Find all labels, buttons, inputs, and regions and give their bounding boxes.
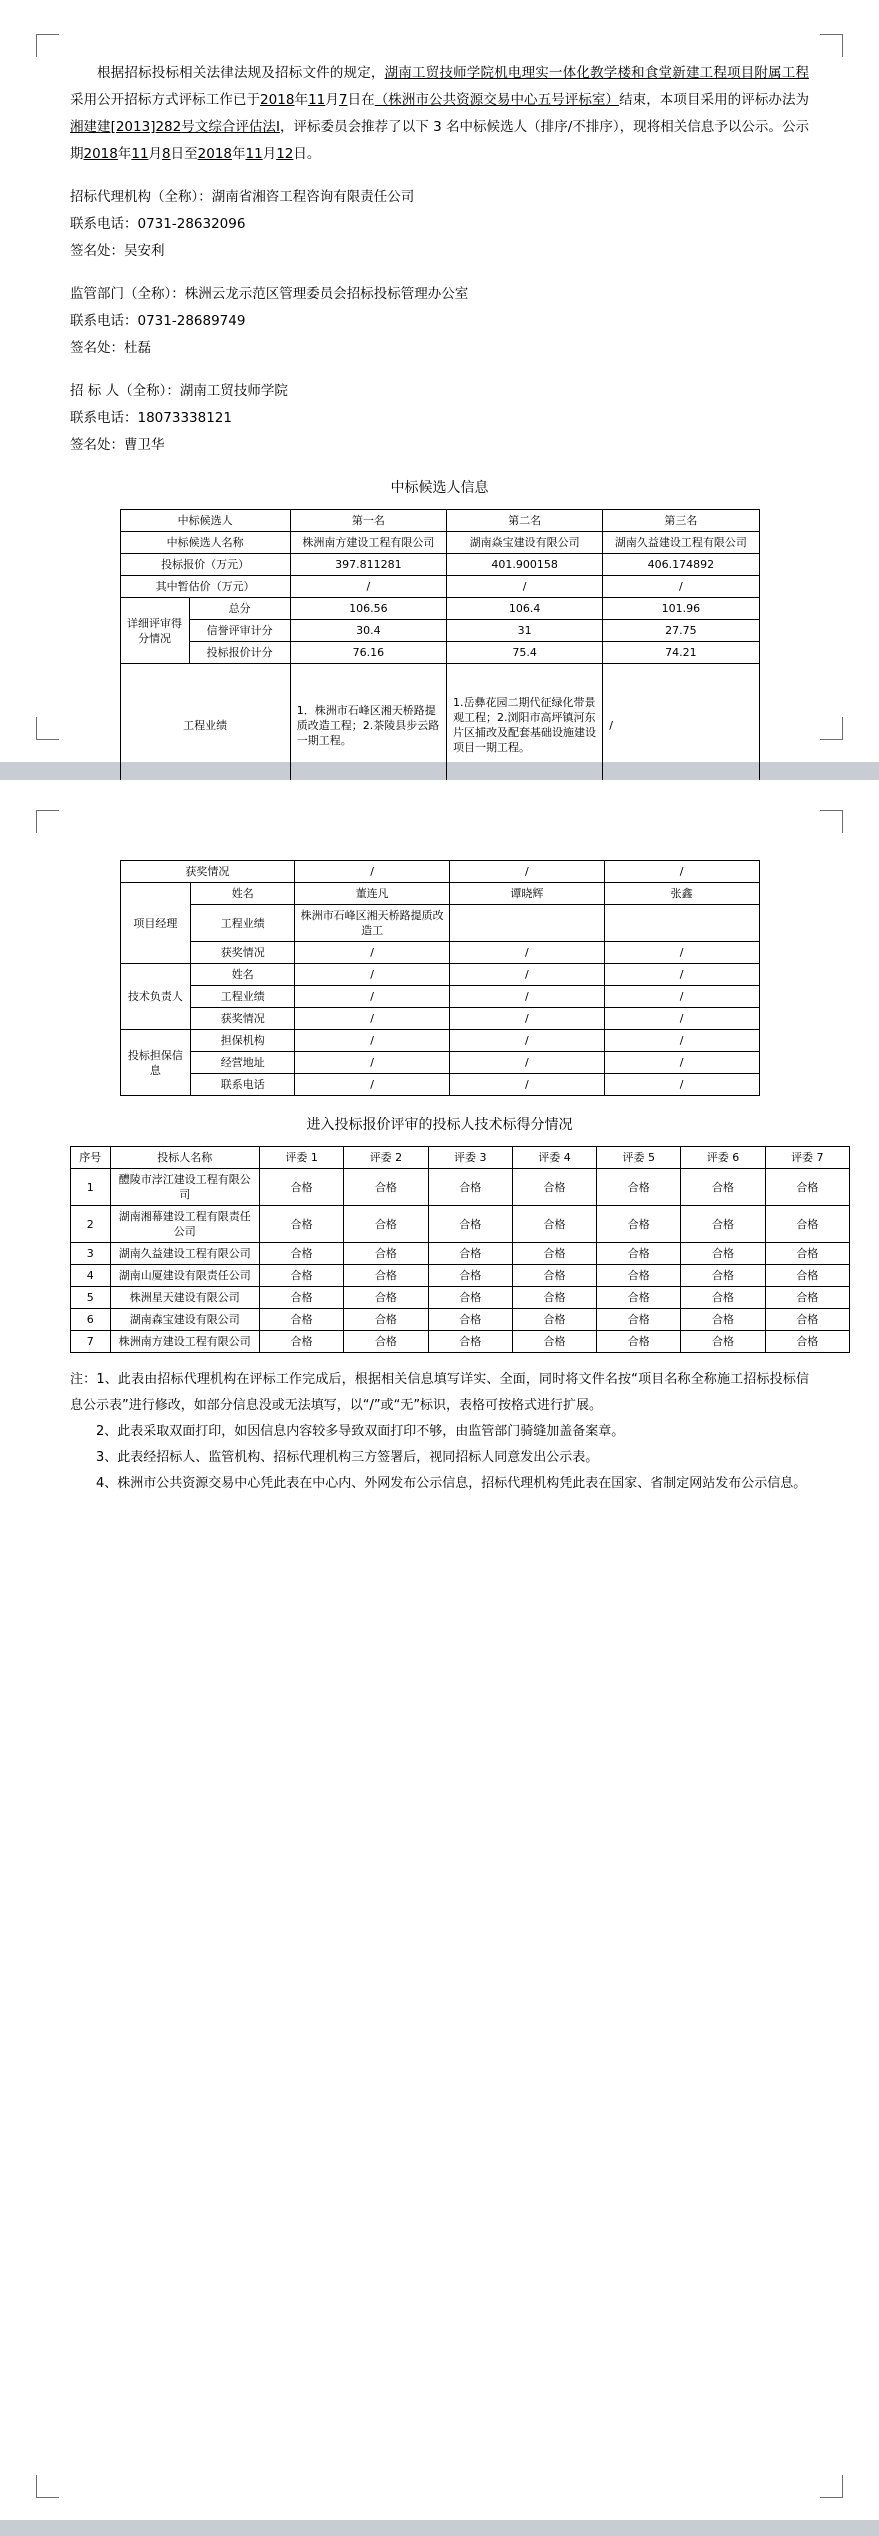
tenderee-sign-label: 签名处： — [70, 437, 124, 453]
row-value: / — [604, 942, 759, 964]
score-value: 合格 — [344, 1169, 428, 1206]
row-label: 工程业绩 — [120, 664, 290, 787]
row-value: / — [604, 964, 759, 986]
agency-name-line — [70, 184, 809, 211]
row-group-label: 项目经理 — [120, 883, 191, 964]
table-row — [120, 576, 759, 598]
table-header-row — [120, 510, 759, 532]
supervisor-sign-label: 签名处： — [70, 340, 124, 356]
table-row — [71, 1169, 850, 1206]
header-cell: 评委 1 — [260, 1147, 344, 1169]
score-value: 合格 — [597, 1331, 681, 1353]
intro-seg-6: 11 — [308, 92, 326, 108]
intro-seg-18: 月 — [148, 146, 163, 162]
row-label: 联系电话 — [191, 1074, 295, 1096]
row-index: 4 — [71, 1265, 111, 1287]
score-value: 合格 — [344, 1309, 428, 1331]
intro-seg-8: 7 — [338, 92, 348, 108]
supervisor-name-label: 监管部门（全称）： — [70, 286, 185, 302]
score-value: 合格 — [681, 1169, 765, 1206]
table-row — [120, 986, 759, 1008]
tenderee-sign-value: 曹卫华 — [124, 437, 165, 453]
tenderee-phone-label: 联系电话： — [70, 410, 138, 426]
header-cell: 投标人名称 — [110, 1147, 259, 1169]
score-value: 合格 — [765, 1243, 849, 1265]
score-value: 合格 — [597, 1265, 681, 1287]
intro-seg-16: 年 — [117, 146, 132, 162]
row-value: 1.岳彝花园二期代征绿化带景观工程；2.浏阳市高坪镇河东片区捕改及配套基础设施建设项目一期工程。 — [446, 664, 602, 787]
row-label: 工程业绩 — [191, 986, 295, 1008]
score-value: 合格 — [681, 1265, 765, 1287]
score-value: 合格 — [260, 1331, 344, 1353]
row-value: 76.16 — [290, 642, 446, 664]
header-cell: 评委 2 — [344, 1147, 428, 1169]
crop-mark-top-right — [820, 34, 843, 57]
row-value: 30.4 — [290, 620, 446, 642]
row-value: / — [449, 1030, 604, 1052]
agency-sign-label: 签名处： — [70, 243, 124, 259]
table-row — [120, 532, 759, 554]
row-value: / — [295, 861, 450, 883]
row-value: 董连凡 — [295, 883, 450, 905]
row-value: / — [446, 576, 602, 598]
score-value: 合格 — [597, 1243, 681, 1265]
row-value: / — [295, 964, 450, 986]
row-label: 投标报价（万元） — [120, 554, 290, 576]
supervisor-name-value: 株洲云龙示范区管理委员会招标投标管理办公室 — [184, 286, 469, 302]
technical-score-table — [70, 1146, 850, 1353]
row-value: 406.174892 — [603, 554, 759, 576]
score-value: 合格 — [344, 1265, 428, 1287]
score-value: 合格 — [597, 1309, 681, 1331]
supervisor-phone-value: 0731-28689749 — [137, 313, 246, 329]
row-value: 74.21 — [603, 642, 759, 664]
header-cell: 评委 3 — [428, 1147, 512, 1169]
row-group-label: 技术负责人 — [120, 964, 191, 1030]
row-index: 6 — [71, 1309, 111, 1331]
score-value: 合格 — [512, 1265, 596, 1287]
intro-seg-20: 日至 — [170, 146, 198, 162]
intro-seg-9: 日在 — [347, 92, 375, 108]
row-label: 工程业绩 — [191, 905, 295, 942]
notes-block — [70, 1367, 809, 1497]
table3-title: 进入投标报价评审的投标人技术标得分情况 — [306, 1117, 573, 1133]
intro-seg-24: 月 — [262, 146, 277, 162]
row-value: / — [604, 1008, 759, 1030]
row-value: / — [604, 861, 759, 883]
row-label: 获奖情况 — [191, 942, 295, 964]
header-cell: 序号 — [71, 1147, 111, 1169]
row-value: 1．株洲市石峰区湘天桥路提质改造工程；2.茶陵县步云路一期工程。 — [290, 664, 446, 787]
table-row — [120, 942, 759, 964]
row-label: 投标报价计分 — [189, 642, 290, 664]
crop-mark-top-left-2 — [36, 810, 59, 833]
score-value: 合格 — [597, 1206, 681, 1243]
crop-mark-bottom-left — [36, 717, 59, 740]
table-row — [120, 598, 759, 620]
score-value: 合格 — [765, 1309, 849, 1331]
row-label: 担保机构 — [191, 1030, 295, 1052]
table-row — [120, 1074, 759, 1096]
bidder-name: 湖南久益建设工程有限公司 — [110, 1243, 259, 1265]
header-cell: 第二名 — [446, 510, 602, 532]
supervisor-phone-line — [70, 308, 809, 335]
row-value: 株洲市石峰区湘天桥路提质改造工 — [295, 905, 450, 942]
table-row — [71, 1331, 850, 1353]
intro-seg-11: 结束，本项目采用的评标办法为 — [619, 92, 810, 108]
supervisor-sign-line — [70, 335, 809, 362]
tenderee-name-line — [70, 378, 809, 405]
row-label: 姓名 — [191, 883, 295, 905]
agency-sign-line — [70, 238, 809, 265]
table-row — [71, 1243, 850, 1265]
table-row — [120, 883, 759, 905]
score-value: 合格 — [260, 1243, 344, 1265]
intro-seg-5: 年 — [294, 92, 309, 108]
intro-seg-22: 年 — [232, 146, 246, 162]
row-value: / — [604, 1052, 759, 1074]
row-index: 3 — [71, 1243, 111, 1265]
bidder-name: 株洲南方建设工程有限公司 — [110, 1331, 259, 1353]
agency-sign-value: 吴安利 — [124, 243, 165, 259]
intro-paragraph — [70, 60, 809, 168]
table1-title: 中标候选人信息 — [390, 480, 489, 496]
row-label: 其中暂估价（万元） — [120, 576, 290, 598]
note-2: 2、此表采取双面打印，如因信息内容较多导致双面打印不够，由监管部门骑缝加盖备案章。 — [96, 1424, 625, 1439]
table-row — [71, 1309, 850, 1331]
row-value: 27.75 — [603, 620, 759, 642]
document-page-1 — [0, 0, 879, 762]
note-4: 4、株洲市公共资源交易中心凭此表在中心内、外网发布公示信息，招标代理机构凭此表在国家、省制定网站发布公示信息。 — [96, 1476, 807, 1491]
row-value: 75.4 — [446, 642, 602, 664]
score-value: 合格 — [344, 1287, 428, 1309]
table-row — [71, 1265, 850, 1287]
row-value: / — [604, 1074, 759, 1096]
score-value: 合格 — [428, 1265, 512, 1287]
row-value: / — [449, 1052, 604, 1074]
header-cell: 第三名 — [603, 510, 759, 532]
supervisor-phone-label: 联系电话： — [70, 313, 138, 329]
header-cell: 评委 5 — [597, 1147, 681, 1169]
table-row — [120, 664, 759, 787]
score-value: 合格 — [681, 1309, 765, 1331]
tenderee-sign-line — [70, 432, 809, 459]
score-value: 合格 — [428, 1309, 512, 1331]
row-value: 湖南焱宝建设有限公司 — [446, 532, 602, 554]
table-header-row — [71, 1147, 850, 1169]
row-index: 1 — [71, 1169, 111, 1206]
intro-seg-12: 湘建建[2013]282 — [70, 119, 182, 135]
row-group-label: 详细评审得分情况 — [120, 598, 189, 664]
row-value: / — [290, 576, 446, 598]
row-value: / — [449, 861, 604, 883]
score-value: 合格 — [681, 1331, 765, 1353]
score-value: 合格 — [765, 1287, 849, 1309]
row-group-label: 投标担保信息 — [120, 1030, 191, 1096]
supervisor-name-line — [70, 281, 809, 308]
score-value: 合格 — [428, 1331, 512, 1353]
score-value: 合格 — [512, 1287, 596, 1309]
agency-phone-value: 0731-28632096 — [137, 216, 246, 232]
table-row — [71, 1206, 850, 1243]
crop-mark-bottom-left-2 — [36, 2475, 59, 2498]
row-value: 106.56 — [290, 598, 446, 620]
intro-seg-14: ，评标委员会推荐了以下 3 名中标候选人（排序/不排序），现将相关信息予以公示。公示期 — [70, 119, 809, 162]
row-value: / — [295, 986, 450, 1008]
row-value: / — [603, 664, 759, 787]
row-value: / — [295, 942, 450, 964]
score-value: 合格 — [765, 1206, 849, 1243]
crop-mark-top-right-2 — [820, 810, 843, 833]
row-label: 获奖情况 — [191, 1008, 295, 1030]
row-index: 5 — [71, 1287, 111, 1309]
bidder-name: 醴陵市浡江建设工程有限公司 — [110, 1169, 259, 1206]
tenderee-block — [70, 378, 809, 459]
header-cell: 评委 7 — [765, 1147, 849, 1169]
agency-block — [70, 184, 809, 265]
intro-seg-2: 学楼和食堂新建工程项目附属工程 — [603, 65, 810, 81]
bidder-name: 湖南湘幕建设工程有限责任公司 — [110, 1206, 259, 1243]
intro-seg-17: 11 — [131, 146, 149, 162]
score-value: 合格 — [512, 1243, 596, 1265]
crop-mark-bottom-right — [820, 717, 843, 740]
score-value: 合格 — [512, 1169, 596, 1206]
score-value: 合格 — [681, 1287, 765, 1309]
row-value — [449, 905, 604, 942]
note-3: 3、此表经招标人、监管机构、招标代理机构三方签署后，视同招标人同意发出公示表。 — [96, 1450, 599, 1465]
score-value: 合格 — [597, 1287, 681, 1309]
intro-seg-4: 2018 — [260, 92, 295, 108]
score-value: 合格 — [344, 1331, 428, 1353]
row-value: 397.811281 — [290, 554, 446, 576]
intro-seg-10: （株洲市公共资源交易中心五号评标室） — [374, 92, 620, 108]
intro-seg-23: 11 — [245, 146, 263, 162]
intro-seg-25: 12 — [276, 146, 294, 162]
intro-seg-19: 8 — [162, 146, 171, 162]
score-value: 合格 — [765, 1169, 849, 1206]
row-value: / — [295, 1030, 450, 1052]
row-value — [604, 905, 759, 942]
row-value: 湖南久益建设工程有限公司 — [603, 532, 759, 554]
bidder-name: 株洲星天建设有限公司 — [110, 1287, 259, 1309]
score-value: 合格 — [765, 1265, 849, 1287]
row-index: 7 — [71, 1331, 111, 1353]
tenderee-phone-line — [70, 405, 809, 432]
row-value: / — [449, 1074, 604, 1096]
intro-seg-3: 采用公开招标方式评标工作已于 — [70, 92, 261, 108]
table-row — [120, 620, 759, 642]
tenderee-phone-value: 18073338121 — [137, 410, 232, 426]
score-value: 合格 — [428, 1206, 512, 1243]
score-value: 合格 — [512, 1309, 596, 1331]
score-value: 合格 — [260, 1309, 344, 1331]
score-value: 合格 — [428, 1287, 512, 1309]
row-value: / — [449, 942, 604, 964]
row-label: 获奖情况 — [120, 861, 295, 883]
crop-mark-top-left — [36, 34, 59, 57]
table-row — [120, 1008, 759, 1030]
row-value: / — [604, 1030, 759, 1052]
row-label: 姓名 — [191, 964, 295, 986]
candidate-info-table — [120, 509, 760, 787]
bidder-name: 湖南山厦建设有限责任公司 — [110, 1265, 259, 1287]
score-value: 合格 — [512, 1206, 596, 1243]
intro-seg-21: 2018 — [197, 146, 232, 162]
row-value: 谭晓辉 — [449, 883, 604, 905]
table-row — [120, 905, 759, 942]
table-row — [120, 1052, 759, 1074]
table-row — [120, 1030, 759, 1052]
row-value: / — [449, 1008, 604, 1030]
agency-phone-label: 联系电话： — [70, 216, 138, 232]
header-cell: 评委 4 — [512, 1147, 596, 1169]
intro-seg-7: 月 — [325, 92, 339, 108]
row-value: 101.96 — [603, 598, 759, 620]
score-value: 合格 — [428, 1169, 512, 1206]
row-value: 401.900158 — [446, 554, 602, 576]
supervisor-sign-value: 杜磊 — [124, 340, 151, 356]
document-page-2 — [0, 780, 879, 2520]
header-cell: 评委 6 — [681, 1147, 765, 1169]
personnel-guarantee-table — [120, 860, 760, 1096]
score-value: 合格 — [260, 1206, 344, 1243]
bidder-name: 湖南森宝建设有限公司 — [110, 1309, 259, 1331]
header-cell: 第一名 — [290, 510, 446, 532]
row-value: 31 — [446, 620, 602, 642]
score-value: 合格 — [344, 1243, 428, 1265]
score-value: 合格 — [597, 1169, 681, 1206]
row-value: / — [449, 964, 604, 986]
score-value: 合格 — [512, 1331, 596, 1353]
agency-phone-line — [70, 211, 809, 238]
intro-seg-26: 日。 — [293, 146, 321, 162]
crop-mark-bottom-right-2 — [820, 2475, 843, 2498]
score-value: 合格 — [260, 1265, 344, 1287]
agency-name-value: 湖南省湘咨工程咨询有限责任公司 — [211, 189, 415, 205]
row-value: / — [295, 1074, 450, 1096]
row-value: / — [603, 576, 759, 598]
row-value: / — [449, 986, 604, 1008]
score-value: 合格 — [428, 1243, 512, 1265]
row-label: 总分 — [189, 598, 290, 620]
row-label: 经营地址 — [191, 1052, 295, 1074]
table-row — [120, 642, 759, 664]
table-row — [120, 554, 759, 576]
tenderee-name-label: 招 标 人（全称）： — [70, 383, 180, 399]
row-label: 信誉评审计分 — [189, 620, 290, 642]
intro-seg-15: 2018 — [83, 146, 118, 162]
intro-seg-13: 号文综合评估法Ⅰ — [181, 119, 280, 135]
row-value: 株洲南方建设工程有限公司 — [290, 532, 446, 554]
agency-name-label: 招标代理机构（全称）： — [70, 189, 212, 205]
table-row — [120, 964, 759, 986]
score-value: 合格 — [681, 1243, 765, 1265]
score-value: 合格 — [344, 1206, 428, 1243]
row-value: / — [295, 1052, 450, 1074]
score-value: 合格 — [765, 1331, 849, 1353]
table-row — [71, 1287, 850, 1309]
supervisor-block — [70, 281, 809, 362]
score-value: 合格 — [260, 1169, 344, 1206]
header-cell: 中标候选人 — [120, 510, 290, 532]
score-value: 合格 — [260, 1287, 344, 1309]
row-value: / — [604, 986, 759, 1008]
row-label: 中标候选人名称 — [120, 532, 290, 554]
row-value: 106.4 — [446, 598, 602, 620]
score-value: 合格 — [681, 1206, 765, 1243]
note-1: 注：1、此表由招标代理机构在评标工作完成后，根据相关信息填写详实、全面，同时将文件名按“项目名称全称施工招标投标信息公示表”进行修改，如部分信息没或无法填写，以“/”或“无”标识，表格可按格式进行扩展。 — [70, 1372, 809, 1413]
intro-seg-1: 湖南工贸技师学院机电理实一体化教 — [384, 65, 604, 81]
row-value: / — [295, 1008, 450, 1030]
row-value: 张鑫 — [604, 883, 759, 905]
tenderee-name-value: 湖南工贸技师学院 — [179, 383, 288, 399]
table-row — [120, 861, 759, 883]
intro-seg-0: 根据招标投标相关法律法规及招标文件的规定， — [97, 65, 385, 81]
row-index: 2 — [71, 1206, 111, 1243]
